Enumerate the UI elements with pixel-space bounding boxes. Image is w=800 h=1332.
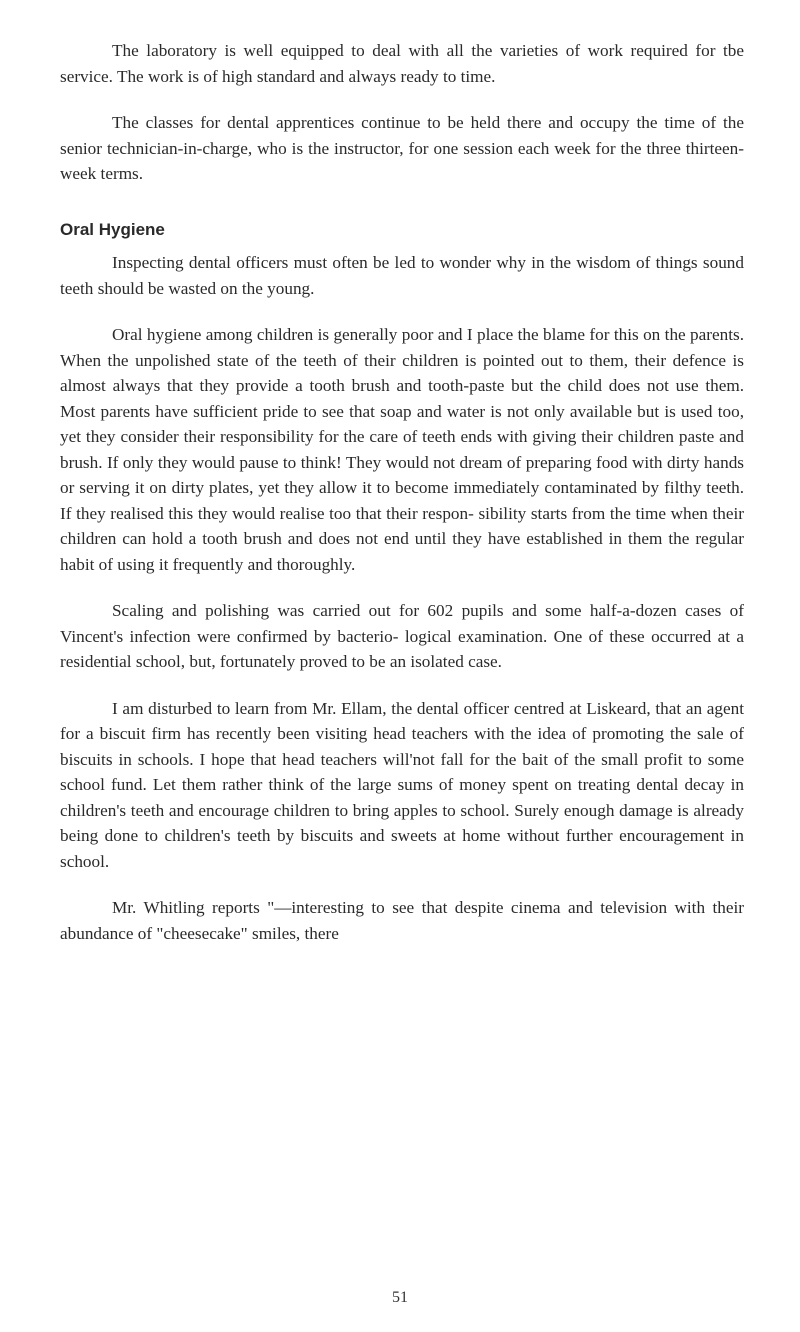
paragraph-biscuit-firm: I am disturbed to learn from Mr. Ellam, the dental officer centred at Liskeard, that an agent for a biscuit firm has recently been visiting head teachers with the idea of promoting the sale of biscuits in schools. I hope that head teachers will'not fall for the bait of the small profit to some school fund. Let them rather think of the large sums of money spent on treating dental decay in children's teeth and encourage children to bring apples to school. Surely enough damage is already being done to children's teeth by biscuits and sweets at home without further encouragement in school. <box>60 698 744 871</box>
paragraph-inspecting-officers: Inspecting dental officers must often be led to wonder why in the wisdom of things sound teeth should be wasted on the young. <box>60 253 744 298</box>
paragraph-scaling-polishing: Scaling and polishing was carried out for 602 pupils and some half-a-dozen cases of Vincent's infection were confirmed by bacterio- logical examination. One of these occurred at a residential school, but, fortunately proved to be an isolated case. <box>60 601 744 671</box>
paragraph-whitling-report: Mr. Whitling reports "—interesting to see that despite cinema and television with their abundance of "cheesecake" smiles, there <box>60 898 744 943</box>
section-heading-oral-hygiene: Oral Hygiene <box>60 219 165 239</box>
paragraph-oral-hygiene-parents: Oral hygiene among children is generally poor and I place the blame for this on the parents. When the unpolished state of the teeth of their children is pointed out to them, their defence is almost always that they provide a tooth brush and tooth-paste but the child does not use them. Most parents have sufficient pride to see that soap and water is not only available but is used too, yet they consider their responsibility for the care of teeth ends with giving their children paste and brush. If only they would pause to think! They would not dream of preparing food with dirty hands or serving it on dirty plates, yet they allow it to become immediately contaminated by filthy teeth. If they realised this they would realise too that their respon- sibility starts from the time when their children can hold a tooth brush and does not end until they have established in them the regular habit of using it frequently and thoroughly. <box>60 325 744 574</box>
page-number: 51 <box>392 1289 408 1306</box>
paragraph-dental-apprentices: The classes for dental apprentices continue to be held there and occupy the time of the senior technician-in-charge, who is the instructor, for one session each week for the three thirteen-week terms. <box>60 113 744 183</box>
paragraph-laboratory: The laboratory is well equipped to deal with all the varieties of work required for tbe service. The work is of high standard and always ready to time. <box>60 41 744 86</box>
document-page <box>60 38 744 967</box>
